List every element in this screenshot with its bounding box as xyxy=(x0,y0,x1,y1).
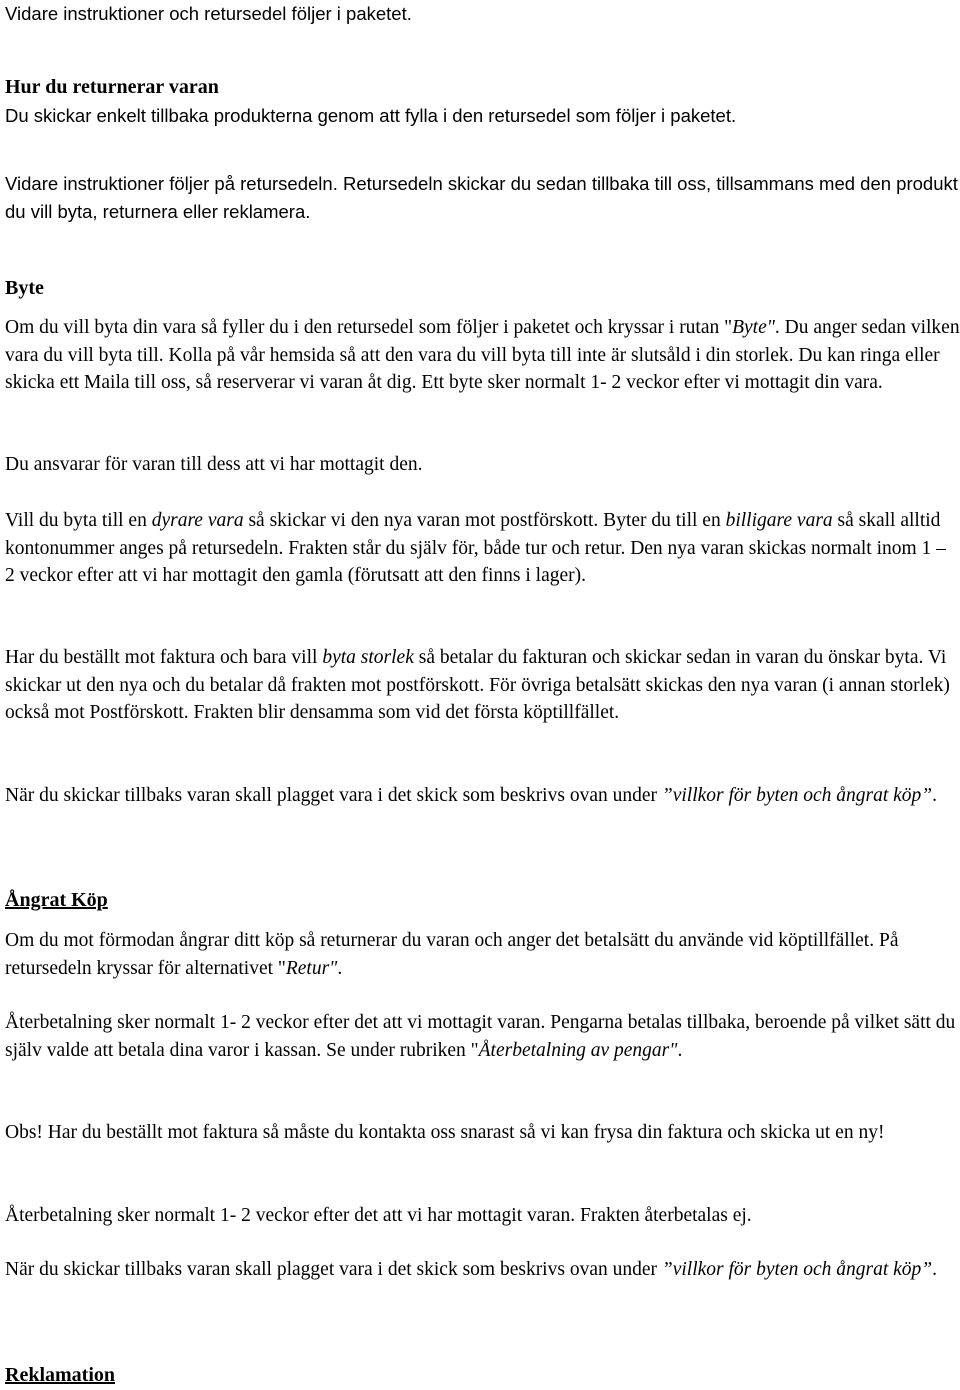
byte-paragraph-2: Du ansvarar för varan till dess att vi har mottagit den. xyxy=(5,454,423,475)
byte-paragraph-5: När du skickar tillbaks varan skall plagget vara i det skick som beskrivs ovan under ”villkor för byten och ångrat köp”. xyxy=(5,785,938,806)
returnera-paragraph-1: Du skickar enkelt tillbaka produkterna genom att fylla i den retursedel som följer i paketet. xyxy=(5,105,737,126)
byte-paragraph-1: Om du vill byta din vara så fyller du i den retursedel som följer i paketet och kryssar i rutan "Byte". Du anger sedan vilken vara du vill byta till. Kolla på vår hemsida så att den vara du vill byta till inte är slutsåld i din storlek. Du kan ringa eller skicka ett Maila till oss, så reserverar vi varan åt dig. Ett byte sker normalt 1- 2 veckor efter vi mottagit din vara. xyxy=(5,317,960,394)
intro-paragraph: Vidare instruktioner och retursedel följer i paketet. xyxy=(5,3,412,24)
heading-reklamation: Reklamation xyxy=(5,1364,115,1386)
angrat-paragraph-5: När du skickar tillbaks varan skall plagget vara i det skick som beskrivs ovan under ”villkor för byten och ångrat köp”. xyxy=(5,1259,938,1280)
angrat-paragraph-3: Obs! Har du beställt mot faktura så måste du kontakta oss snarast så vi kan frysa din faktura och skicka ut en ny! xyxy=(5,1122,885,1143)
heading-byte: Byte xyxy=(5,277,44,299)
byte-paragraph-4: Har du beställt mot faktura och bara vill byta storlek så betalar du fakturan och skickar sedan in varan du önskar byta. Vi skickar ut den nya och du betalar då frakten mot postförskott. För övriga betalsätt skickas den nya varan (i annan storlek) också mot Postförskott. Frakten blir densamma som vid det första köptillfället. xyxy=(5,647,950,724)
angrat-paragraph-1: Om du mot förmodan ångrar ditt köp så returnerar du varan och anger det betalsätt du använde vid köptillfället. På retursedeln kryssar för alternativet "Retur". xyxy=(5,930,899,979)
returnera-paragraph-2: Vidare instruktioner följer på retursedeln. Retursedeln skickar du sedan tillbaka till oss, tillsammans med den produkt du vill byta, returnera eller reklamera. xyxy=(5,173,958,222)
angrat-paragraph-2: Återbetalning sker normalt 1- 2 veckor efter det att vi mottagit varan. Pengarna betalas tillbaka, beroende på vilket sätt du själv valde att betala dina varor i kassan. Se under rubriken "Återbetalning av pengar". xyxy=(5,1012,956,1061)
heading-angrat-kop: Ångrat Köp xyxy=(5,889,108,911)
angrat-paragraph-4: Återbetalning sker normalt 1- 2 veckor efter det att vi har mottagit varan. Frakten återbetalas ej. xyxy=(5,1205,752,1226)
heading-returnera: Hur du returnerar varan xyxy=(5,76,219,98)
byte-paragraph-3: Vill du byta till en dyrare vara så skickar vi den nya varan mot postförskott. Byter du till en billigare vara så skall alltid kontonummer anges på retursedeln. Frakten står du själv för, både tur och retur. Den nya varan skickas normalt inom 1 – 2 veckor efter att vi har mottagit den gamla (förutsatt att den finns i lager). xyxy=(5,510,946,587)
